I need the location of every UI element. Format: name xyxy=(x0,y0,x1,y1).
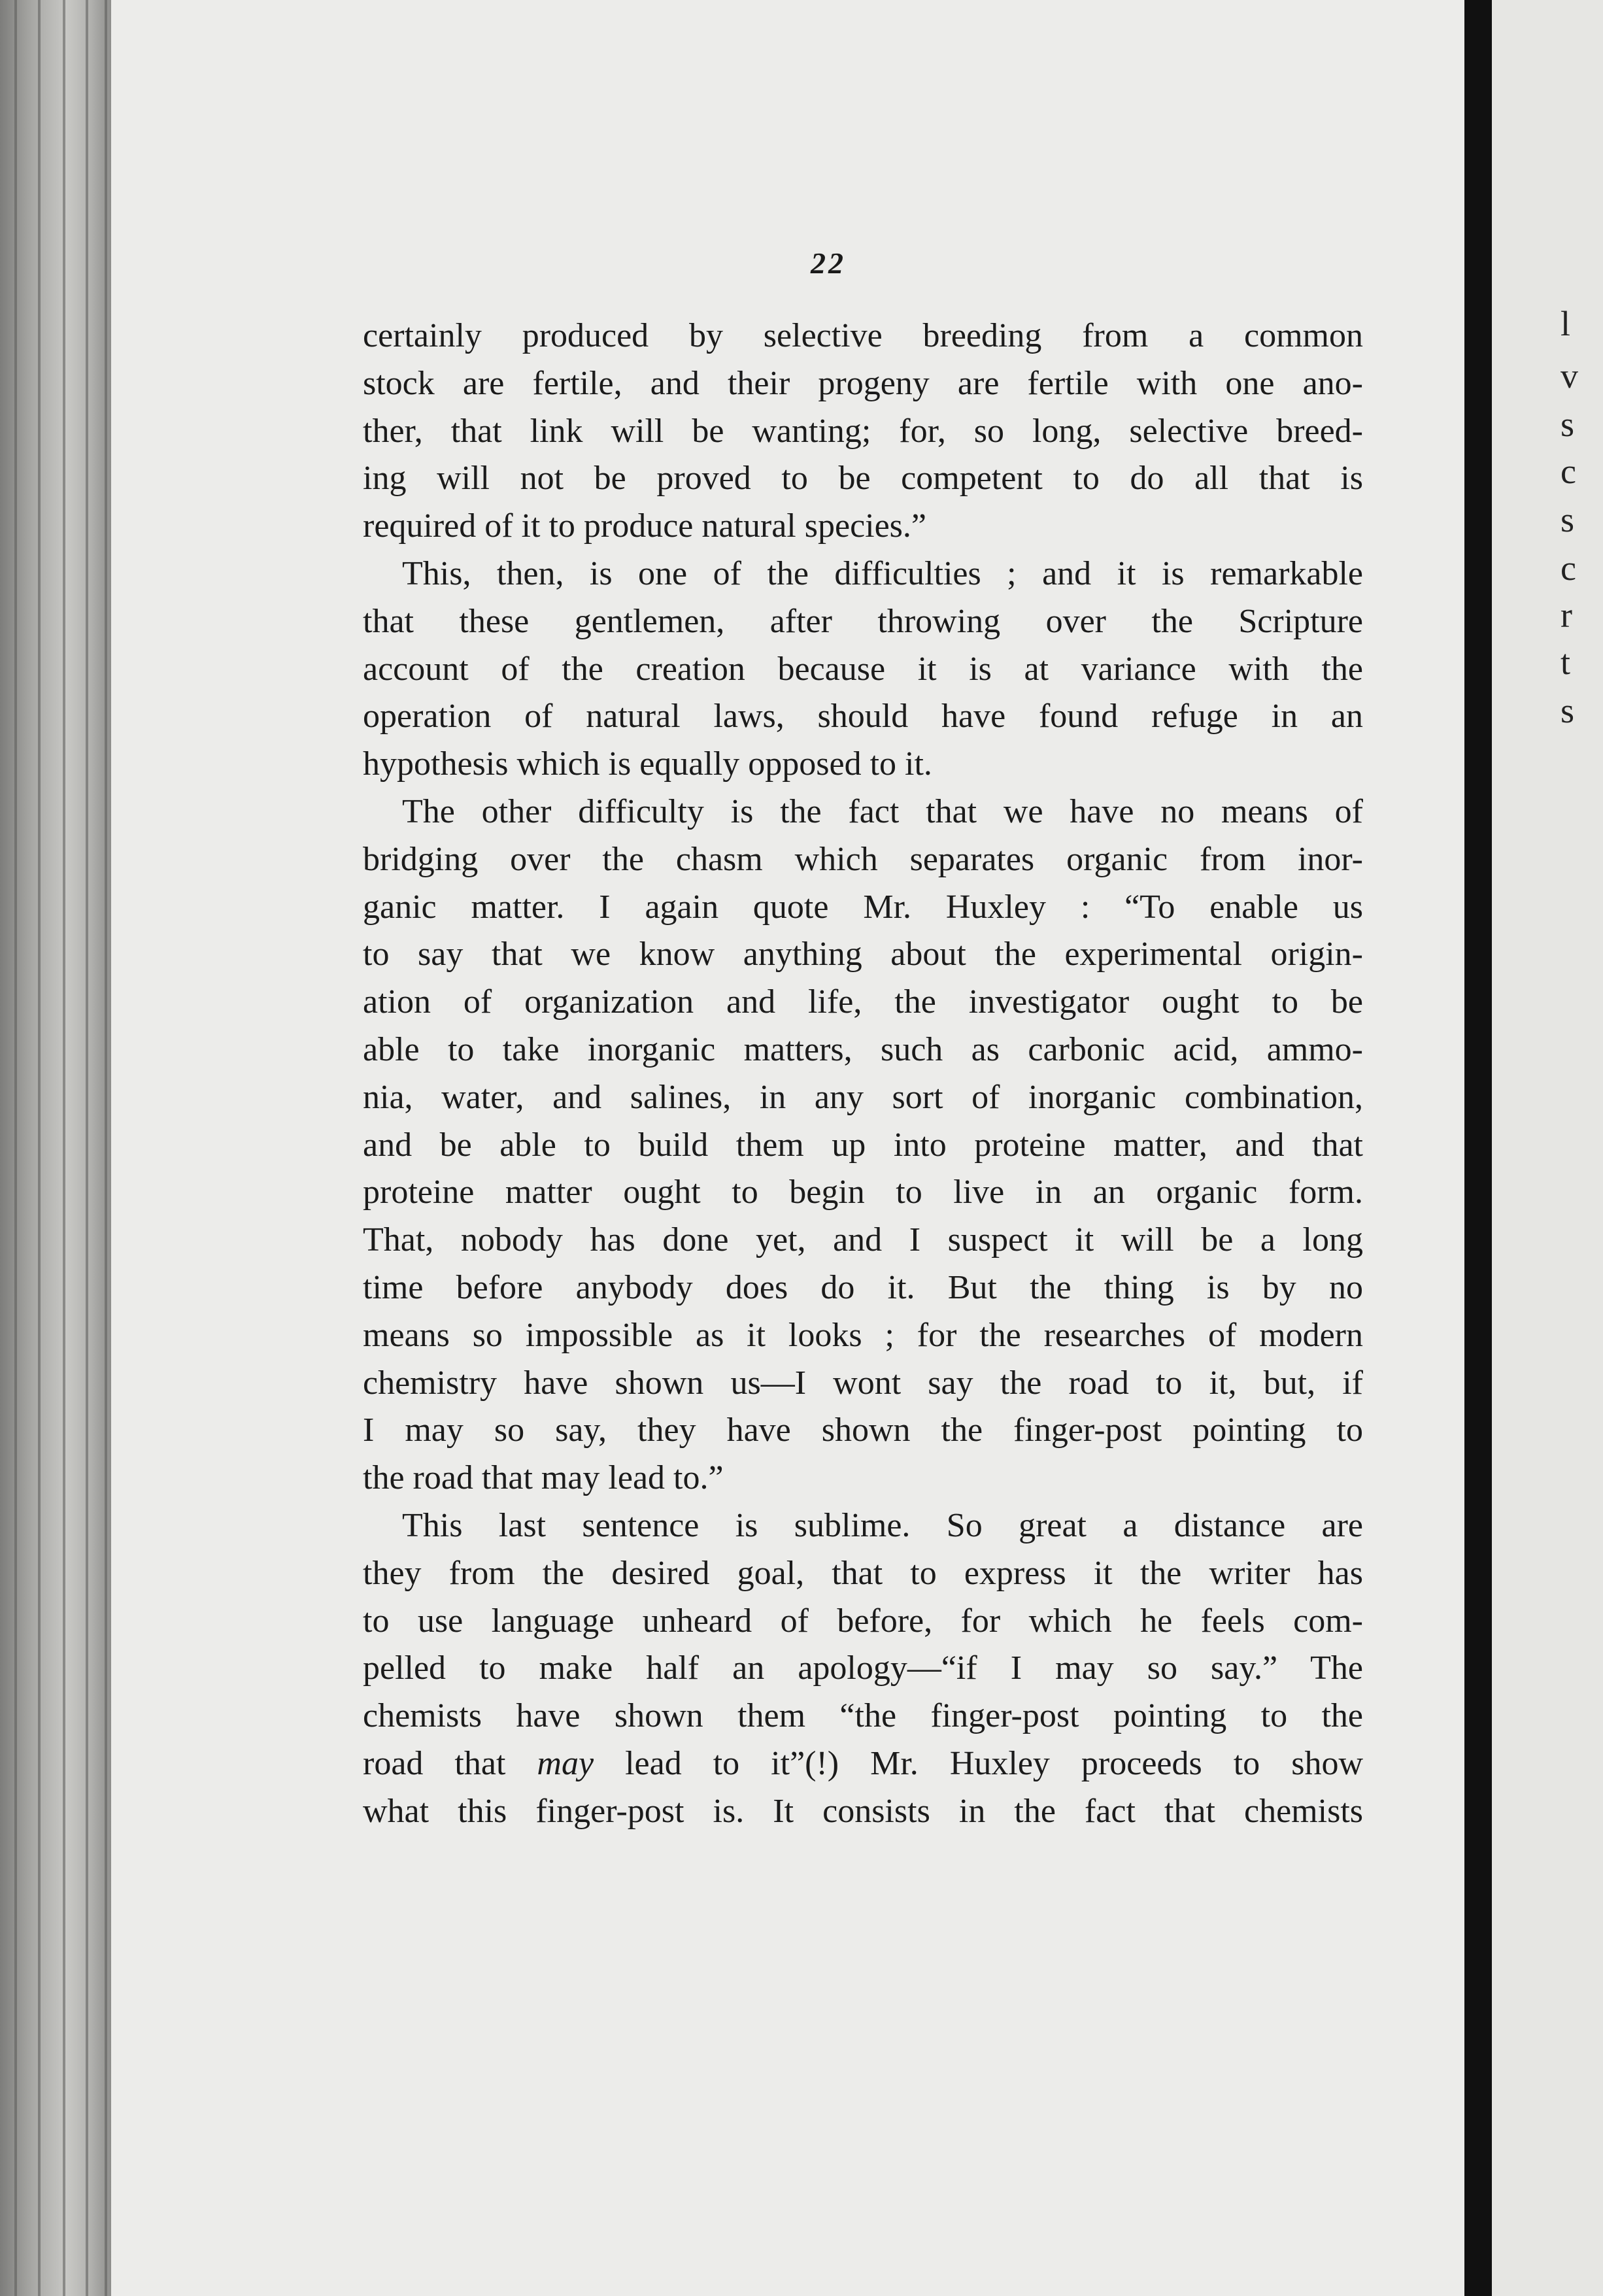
text-line: That, nobody has done yet, and I suspect it will be a long xyxy=(363,1221,1363,1259)
text-line: nia, water, and salines, in any sort of inorganic combination, xyxy=(363,1078,1363,1116)
text-line: that these gentlemen, after throwing over the Scripture xyxy=(363,602,1363,640)
body-text xyxy=(363,312,1363,1836)
facing-glyph: l xyxy=(1561,304,1571,343)
text-line-with-emphasis xyxy=(363,1740,1363,1788)
text-line: ther, that link will be wanting; for, so long, selective breed- xyxy=(363,412,1363,450)
facing-glyph: r xyxy=(1561,596,1572,635)
text-line: account of the creation because it is at variance with the xyxy=(363,650,1363,688)
facing-glyph: s xyxy=(1561,691,1575,730)
text-segment: lead to it”(!) Mr. Huxley proceeds to show xyxy=(594,1744,1363,1782)
text-line: required of it to produce natural species.” xyxy=(363,507,926,545)
text-line: able to take inorganic matters, such as carbonic acid, ammo- xyxy=(363,1030,1363,1068)
text-line: I may so say, they have shown the finger-post pointing to xyxy=(363,1411,1363,1449)
text-line: operation of natural laws, should have found refuge in an xyxy=(363,698,1363,735)
text-line: to say that we know anything about the experimental origin- xyxy=(363,936,1363,973)
text-line: means so impossible as it looks ; for the researches of modern xyxy=(363,1316,1363,1354)
text-line: stock are fertile, and their progeny are fertile with one ano- xyxy=(363,364,1363,402)
facing-glyph: c xyxy=(1561,549,1576,588)
text-line: ing will not be proved to be competent to do all that is xyxy=(363,460,1363,498)
facing-glyph: v xyxy=(1561,356,1578,396)
text-line: chemistry have shown us—I wont say the road to it, but, if xyxy=(363,1364,1363,1402)
text-line: chemists have shown them “the finger-post pointing to the xyxy=(363,1697,1363,1735)
text-line: ation of organization and life, the investigator ought to be xyxy=(363,983,1363,1021)
text-line: hypothesis which is equally opposed to it. xyxy=(363,745,932,783)
emphasized-word: may xyxy=(537,1744,594,1782)
facing-glyph: s xyxy=(1561,405,1575,444)
text-line: The other difficulty is the fact that we have no means of xyxy=(402,792,1363,830)
text-line: what this finger-post is. It consists in the fact that chemists xyxy=(363,1792,1363,1830)
text-line: This last sentence is sublime. So great a distance are xyxy=(402,1506,1363,1544)
facing-page-edge xyxy=(1492,0,1603,2296)
text-line: bridging over the chasm which separates organic from inor- xyxy=(363,840,1363,878)
text-line: the road that may lead to.” xyxy=(363,1459,724,1497)
facing-glyph: c xyxy=(1561,452,1576,491)
text-line: pelled to make half an apology—“if I may so say.” The xyxy=(363,1649,1363,1687)
book-edge xyxy=(0,0,111,2296)
facing-glyph: t xyxy=(1561,643,1571,682)
facing-glyph: s xyxy=(1561,500,1575,539)
text-segment: road that xyxy=(363,1744,537,1782)
text-line: proteine matter ought to begin to live in an organic form. xyxy=(363,1173,1363,1211)
text-line: and be able to build them up into proteine matter, and that xyxy=(363,1126,1363,1164)
text-line: to use language unheard of before, for which he feels com- xyxy=(363,1602,1363,1640)
text-line: certainly produced by selective breeding from a common xyxy=(363,317,1363,354)
text-line: ganic matter. I again quote Mr. Huxley : “To enable us xyxy=(363,888,1363,926)
text-line: they from the desired goal, that to express it the writer has xyxy=(363,1554,1363,1592)
text-line: This, then, is one of the difficulties ; and it is remarkable xyxy=(402,554,1363,592)
page-number: 22 xyxy=(811,246,846,280)
page-gutter xyxy=(1464,0,1492,2296)
text-line: time before anybody does do it. But the thing is by no xyxy=(363,1268,1363,1306)
